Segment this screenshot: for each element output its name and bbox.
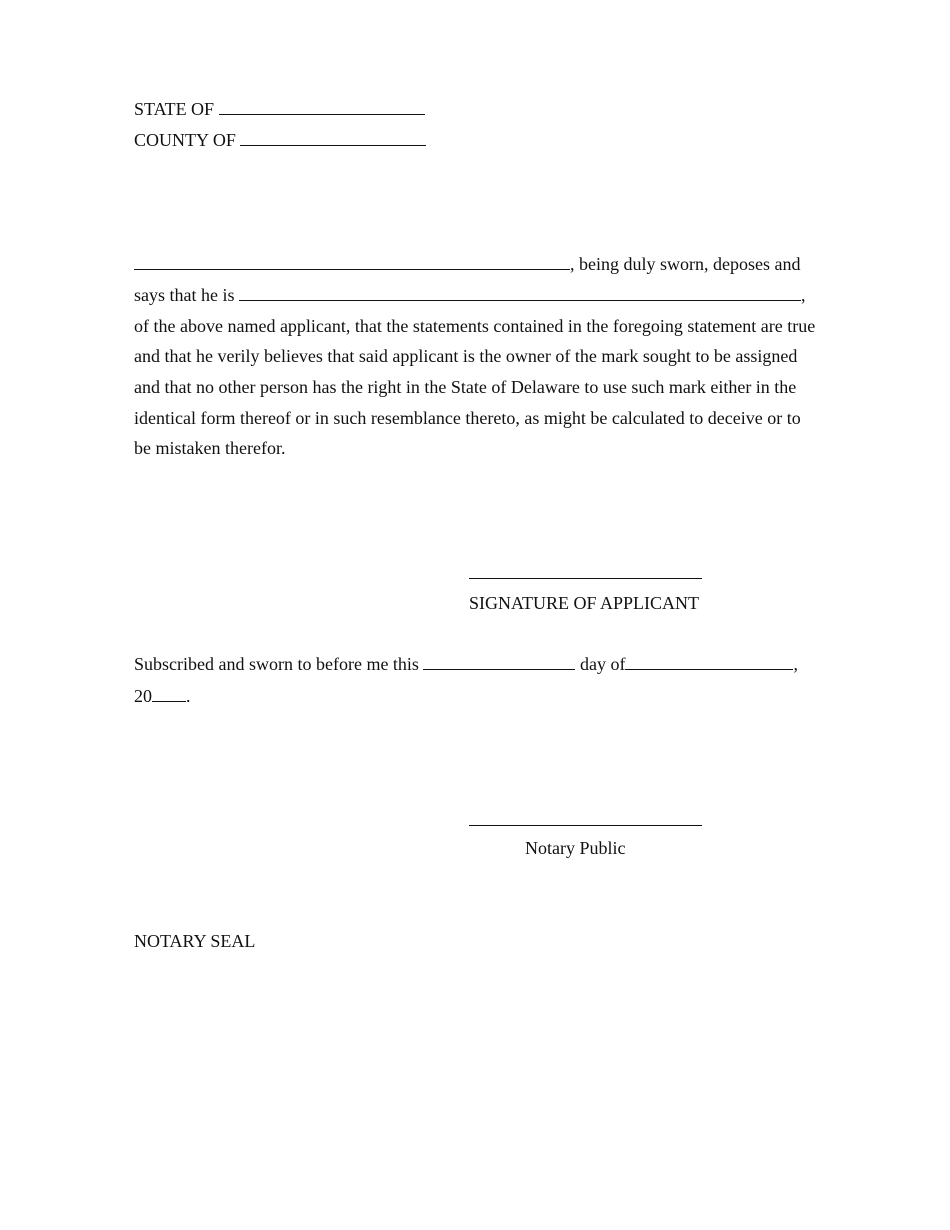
applicant-signature-line[interactable] bbox=[469, 578, 702, 579]
notary-public-label: Notary Public bbox=[525, 838, 626, 858]
notary-seal-label: NOTARY SEAL bbox=[134, 931, 256, 951]
state-blank[interactable] bbox=[219, 98, 425, 115]
jurat-text-1: Subscribed and sworn to before me this bbox=[134, 654, 419, 674]
jurat-line-1 bbox=[134, 653, 798, 675]
affidavit-line-6: identical form thereof or in such resemblance thereto, as might be calculated to deceive or to bbox=[134, 408, 801, 428]
affidavit-line-4: and that he verily believes that said applicant is the owner of the mark sought to be assigned bbox=[134, 346, 798, 366]
jurat-year-suffix: . bbox=[186, 686, 191, 706]
affidavit-line-3: of the above named applicant, that the statements contained in the foregoing statement are true bbox=[134, 316, 816, 336]
jurat-year-blank[interactable] bbox=[152, 685, 186, 702]
affidavit-line-2 bbox=[134, 284, 806, 306]
jurat-year-prefix: 20 bbox=[134, 686, 152, 706]
affidavit-line-5: and that no other person has the right in the State of Delaware to use such mark either in the bbox=[134, 377, 797, 397]
county-blank[interactable] bbox=[240, 129, 426, 146]
affidavit-line-1 bbox=[134, 253, 800, 275]
affidavit-line-1-text: , being duly sworn, deposes and bbox=[570, 254, 801, 274]
notary-signature-line[interactable] bbox=[469, 825, 702, 826]
affidavit-line-7: be mistaken therefor. bbox=[134, 438, 286, 458]
county-of-line bbox=[134, 129, 426, 151]
jurat-text-3: , bbox=[793, 654, 798, 674]
jurat-month-blank[interactable] bbox=[625, 653, 793, 670]
jurat-day-blank[interactable] bbox=[423, 653, 575, 670]
county-of-label: COUNTY OF bbox=[134, 130, 236, 150]
affiant-title-blank[interactable] bbox=[239, 284, 801, 301]
affidavit-line-2-comma: , bbox=[801, 285, 806, 305]
jurat-line-2 bbox=[134, 685, 191, 707]
applicant-signature-label: SIGNATURE OF APPLICANT bbox=[469, 593, 700, 613]
affiant-name-blank[interactable] bbox=[134, 253, 570, 270]
state-of-line bbox=[134, 98, 425, 120]
affidavit-line-2-text: says that he is bbox=[134, 285, 235, 305]
state-of-label: STATE OF bbox=[134, 99, 215, 119]
jurat-text-2: day of bbox=[579, 654, 626, 674]
